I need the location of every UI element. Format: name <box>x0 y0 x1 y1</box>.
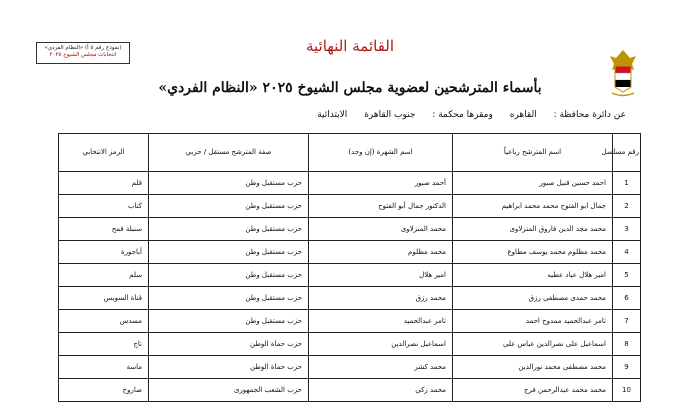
cell-symbol: ماسة <box>59 356 149 379</box>
cell-party: حزب مستقبل وطن <box>149 172 309 195</box>
cell-party: حزب مستقبل وطن <box>149 241 309 264</box>
cell-name: محمد مجد الدين فاروق المنزلاوى <box>453 218 613 241</box>
cell-fame: الدكتور جمال أبو الفتوح <box>309 195 453 218</box>
cell-symbol: كتاب <box>59 195 149 218</box>
district-line <box>303 110 626 120</box>
cell-num: 8 <box>613 333 641 356</box>
cell-num: 1 <box>613 172 641 195</box>
cell-party: حزب مستقبل وطن <box>149 287 309 310</box>
final-list-title: القائمة النهائية <box>305 37 395 55</box>
cell-name: امير هلال عياد عطيه <box>453 264 613 287</box>
cell-party: حزب حماة الوطن <box>149 333 309 356</box>
cell-num: 7 <box>613 310 641 333</box>
header-num: رقم مسلسل <box>613 134 641 172</box>
header-name: اسم المترشح رباعياً <box>453 134 613 172</box>
table-row <box>59 333 641 356</box>
cell-name: احمد حسين قنيل صبور <box>453 172 613 195</box>
cell-num: 9 <box>613 356 641 379</box>
cell-fame: محمد زكى <box>309 379 453 402</box>
form-number-line1: (نموذج رقم ٥ أ) «النظام الفردي» <box>44 45 122 51</box>
cell-symbol: سنبلة قمح <box>59 218 149 241</box>
cell-name: تامر عبدالحميد ممدوح احمد <box>453 310 613 333</box>
cell-fame: محمد مظلوم <box>309 241 453 264</box>
table-row <box>59 379 641 402</box>
cell-symbol: قناة السويس <box>59 287 149 310</box>
cell-fame: أحمد صبور <box>309 172 453 195</box>
cell-symbol: أباجورة <box>59 241 149 264</box>
table-header-row <box>59 134 641 172</box>
cell-fame: تامر عبدالحميد <box>309 310 453 333</box>
main-title: بأسماء المترشحين لعضوية مجلس الشيوخ ٢٠٢٥ «النظام الفردي» <box>158 80 542 96</box>
cell-party: حزب مستقبل وطن <box>149 218 309 241</box>
cell-name: محمد مظلوم محمد يوسف مطاوع <box>453 241 613 264</box>
cell-party: حزب الشعب الجمهورى <box>149 379 309 402</box>
table-row <box>59 195 641 218</box>
cell-name: اسماعيل على نصرالدين عباس على <box>453 333 613 356</box>
district-court-type: الابتدائية <box>317 110 348 120</box>
cell-symbol: مسدس <box>59 310 149 333</box>
table-row <box>59 264 641 287</box>
cell-name: محمد حمدى مصطفى رزق <box>453 287 613 310</box>
cell-fame: محمد رزق <box>309 287 453 310</box>
cell-fame: محمد المنزلاوى <box>309 218 453 241</box>
district-label: عن دائرة محافظة : <box>553 110 626 120</box>
cell-name: محمد محمد عبدالرحمن فرج <box>453 379 613 402</box>
cell-num: 3 <box>613 218 641 241</box>
district-governorate: القاهره <box>509 110 537 120</box>
cell-party: حزب مستقبل وطن <box>149 264 309 287</box>
cell-name: جمال ابو الفتوح محمد محمد ابراهيم <box>453 195 613 218</box>
table-row <box>59 310 641 333</box>
district-court-label: ومقرها محكمة : <box>432 110 493 120</box>
cell-fame: محمد كشر <box>309 356 453 379</box>
table-row <box>59 241 641 264</box>
cell-num: 5 <box>613 264 641 287</box>
cell-symbol: قلم <box>59 172 149 195</box>
header-fame: اسم الشهرة (إن وجد) <box>309 134 453 172</box>
table-row <box>59 218 641 241</box>
cell-party: حزب حماة الوطن <box>149 356 309 379</box>
candidates-table <box>58 133 641 402</box>
table-row <box>59 356 641 379</box>
cell-symbol: صاروخ <box>59 379 149 402</box>
cell-num: 10 <box>613 379 641 402</box>
cell-symbol: تاج <box>59 333 149 356</box>
cell-party: حزب مستقبل وطن <box>149 195 309 218</box>
table-body <box>59 172 641 402</box>
form-number-line2: انتخابات مجلس الشيوخ ٢٠٢٥ <box>49 52 117 58</box>
cell-name: محمد مصطفى محمد نورالدين <box>453 356 613 379</box>
header-symbol: الرمز الانتخابي <box>59 134 149 172</box>
header-party: صفة المترشح مستقل / حزبي <box>149 134 309 172</box>
cell-party: حزب مستقبل وطن <box>149 310 309 333</box>
cell-symbol: سلم <box>59 264 149 287</box>
table-row <box>59 172 641 195</box>
table-row <box>59 287 641 310</box>
cell-num: 2 <box>613 195 641 218</box>
cell-num: 4 <box>613 241 641 264</box>
district-court: جنوب القاهرة <box>364 110 416 120</box>
cell-num: 6 <box>613 287 641 310</box>
cell-fame: اسماعيل نصرالدين <box>309 333 453 356</box>
cell-fame: امير هلال <box>309 264 453 287</box>
